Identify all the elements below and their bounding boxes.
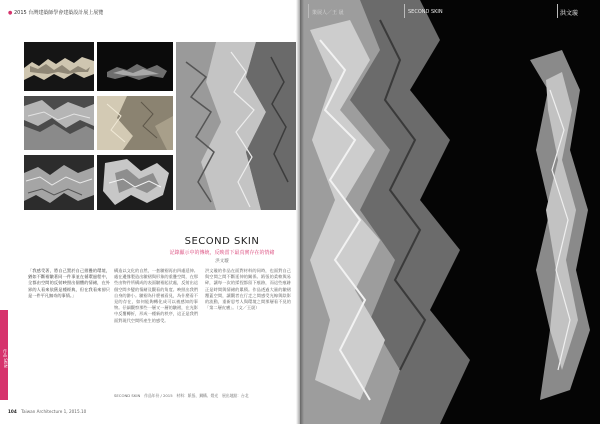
article-author: 洪文璇	[215, 259, 229, 264]
crumpled-paper-sculpture-dark-image	[97, 42, 173, 91]
page-footer	[8, 409, 86, 414]
right-header-title: SECOND SKIN	[408, 9, 443, 15]
header-divider-3	[557, 4, 558, 18]
crumpled-paper-installation-1-image	[24, 155, 94, 210]
article-title-block	[148, 236, 296, 264]
page-header	[8, 9, 103, 16]
photo-crumpled-paper-full-page	[300, 0, 600, 424]
crumpled-paper-close-up-2-image	[97, 96, 173, 150]
right-header-artist: 洪文璇	[560, 10, 579, 17]
header-text: 2015 台灣建築師學會建築設計展上展覽	[13, 10, 104, 16]
body-column-1: 構造以文化的自然，一套皺褶再由四處延伸。處在邊緣製造出皺褶與形象的重疊空間，在那些由物件所構成的表面皺褶起伏處，反射出這個空間多變的情緒及觀看的角度。映照出我們自身的渺小。皺褶為什麼被看見，為什麼看不見的存在，如何能夠轉化成可以被感知的事物。仔細觀察那些一層又一層的皺褶，在光影中反覆轉折，形成一種新的秩序，這正是我們面對現代空間所產生的感受。	[114, 268, 198, 323]
photo-crumpled-paper-installation-2	[97, 155, 173, 210]
page-gutter	[296, 0, 304, 424]
section-tab-label: 作品 SKIN	[3, 348, 8, 368]
crumpled-paper-folds-large-image	[176, 42, 296, 210]
footer-text: Taiwan Architecture 1, 2015.10	[21, 409, 87, 414]
artwork-credits: SECOND SKIN 作品年份 / 2015 材料：紙張、鋼構、燈光 展出地點：台北	[114, 393, 249, 398]
right-header-curator: 策展人／王 晟	[312, 10, 344, 16]
crumpled-paper-installation-2-image	[97, 155, 173, 210]
crumpled-paper-close-up-1-image	[24, 96, 94, 150]
header-divider-2	[404, 4, 405, 18]
right-page	[300, 0, 600, 424]
photo-crumpled-paper-close-up-1	[24, 96, 94, 150]
photo-crumpled-paper-sculpture-dark	[97, 42, 173, 91]
page-number: 104	[8, 409, 17, 414]
header-divider-1	[308, 4, 309, 18]
body-column-2: 洪文璇的作品在面對材料的同時，也面對自己與空間之間不斷延伸的關係。紙張的柔軟與易碎，讓每一次的揉捏都留下痕跡，而這些痕跡正是時間與情緒的累積。作品透過大量的皺褶覆蓋空間，讓觀者在行走之間感受光線與陰影的流動，重新思考人與環境之間那層看不見的「第二層皮膚」。（文／王晟）	[205, 268, 291, 311]
article-title: SECOND SKIN	[184, 236, 260, 247]
lead-paragraph: 「我感受著，將自己置於自己摺疊的環境，猶如不斷褶皺著同一件事並在循環過程中，全都由空間的反射映照出個體的情緒，在外界的人看來依舊是種經典，但在我看來卻只是一件平凡無奇的事情。」	[28, 268, 110, 298]
photo-crumpled-paper-installation-1	[24, 155, 94, 210]
header-marker-icon: ●	[8, 10, 13, 16]
crumpled-paper-full-page-image	[300, 0, 600, 424]
photo-crumpled-paper-close-up-2	[97, 96, 173, 150]
article-subtitle: 記錄顯示中的傳統，反映當下最真實存在的情緒	[169, 250, 275, 256]
photo-crumpled-paper-folds-large	[176, 42, 296, 210]
photo-crumpled-paper-wall	[24, 42, 94, 91]
crumpled-paper-wall-image	[24, 42, 94, 91]
